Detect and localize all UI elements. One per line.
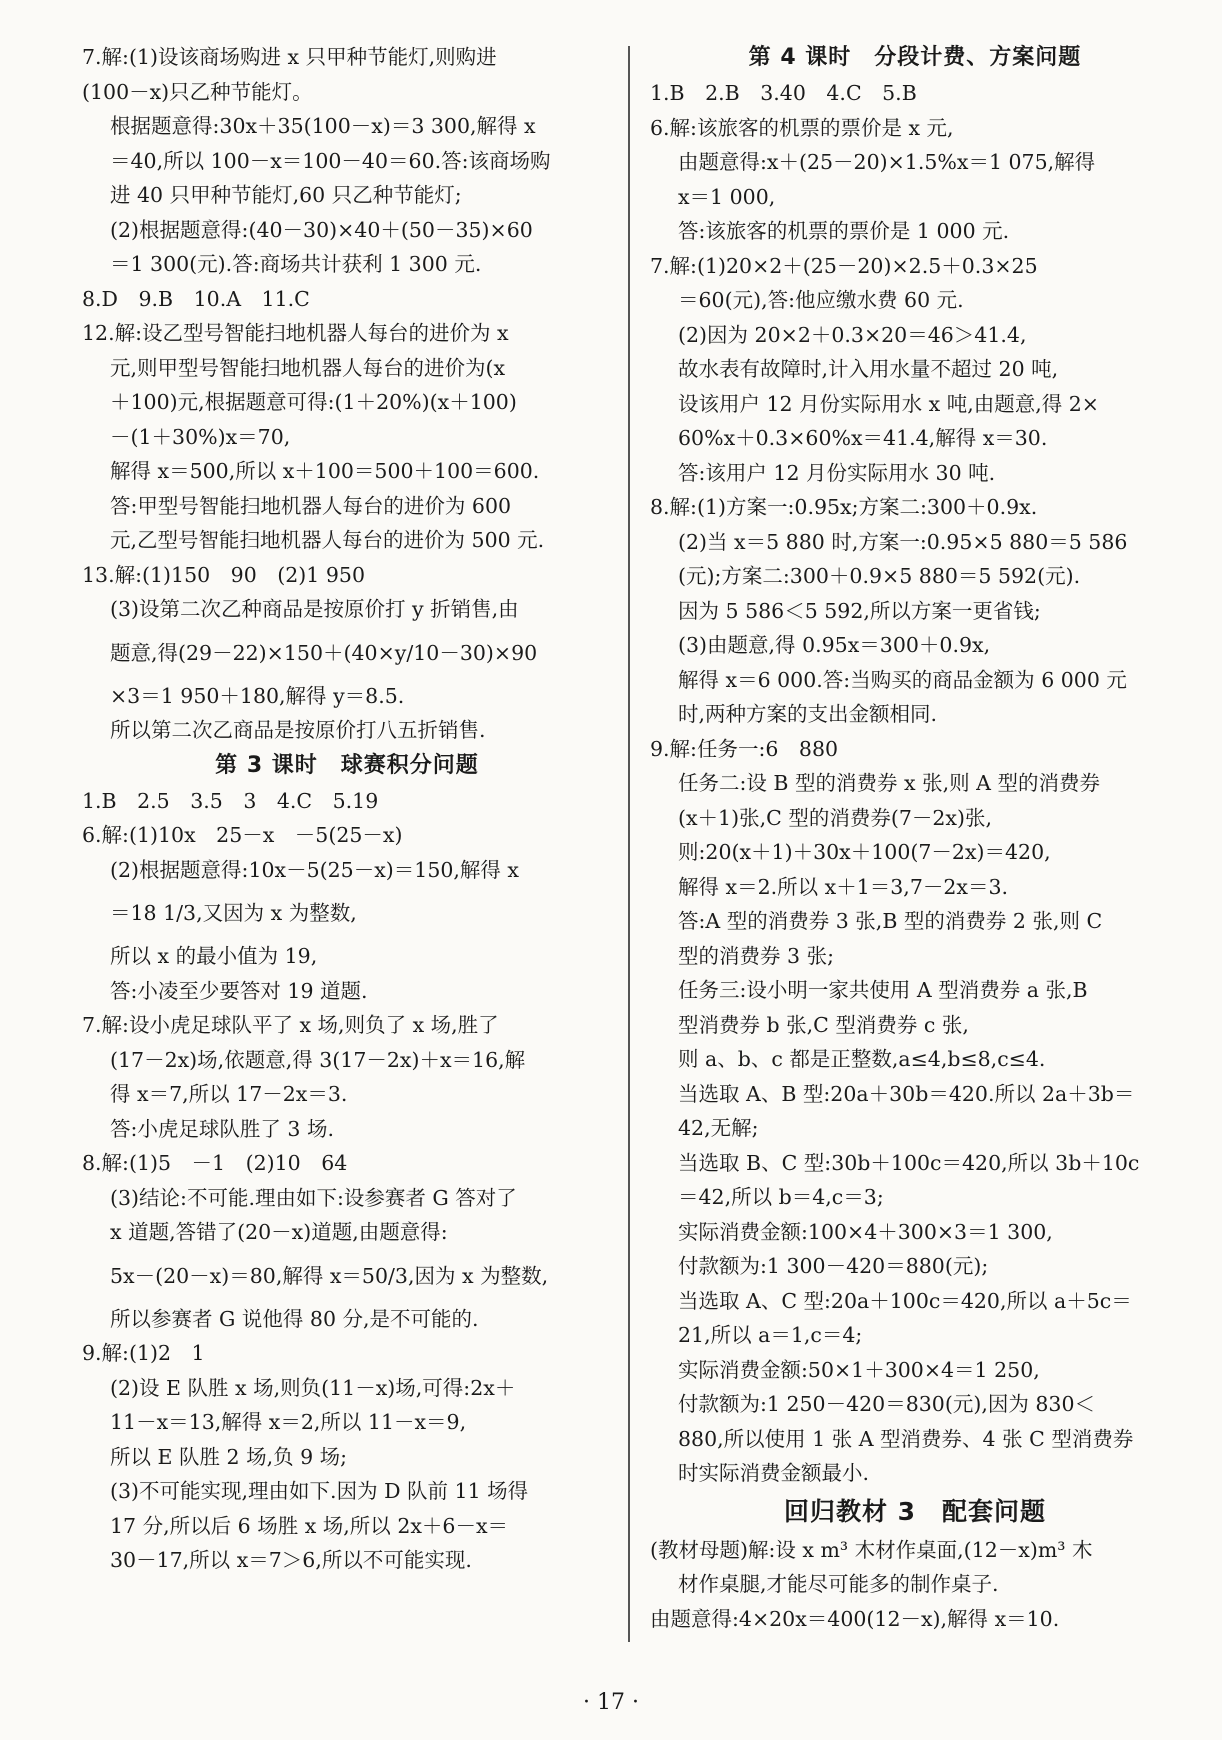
text-line: 型消费券 b 张,C 型消费券 c 张, (678, 1012, 969, 1037)
text-line: x＝1 000, (678, 184, 776, 209)
text-line: 答:该用户 12 月份实际用水 30 吨. (678, 460, 996, 485)
text-line: (教材母题)解:设 x m³ 木材作桌面,(12－x)m³ 木 (650, 1537, 1093, 1562)
text-line: 付款额为:1 250－420＝830(元),因为 830＜ (678, 1392, 1096, 1416)
text-line: (100－x)只乙种节能灯。 (82, 79, 313, 104)
text-line: (2)因为 20×2＋0.3×20＝46＞41.4, (678, 322, 1027, 347)
text-line: (2)当 x＝5 880 时,方案一:0.95×5 880＝5 586 (678, 529, 1128, 554)
text-line: 9.解:任务一:6 880 (650, 736, 839, 761)
text-line: 当选取 A、C 型:20a＋100c＝420,所以 a＋5c＝ (678, 1288, 1132, 1313)
text-line: (元);方案二:300＋0.9×5 880＝5 592(元). (678, 564, 1081, 588)
text-line: 21,所以 a＝1,c＝4; (678, 1323, 863, 1347)
text-line: 7.解:设小虎足球队平了 x 场,则负了 x 场,胜了 (82, 1013, 499, 1037)
text-line: 故水表有故障时,计入用水量不超过 20 吨, (678, 357, 1059, 381)
text-line: 所以 x 的最小值为 19, (110, 944, 318, 968)
text-line: 时实际消费金额最小. (678, 1461, 870, 1485)
text-line: 材作桌腿,才能尽可能多的制作桌子. (678, 1572, 999, 1596)
text-line: 由题意得:x＋(25－20)×1.5%x＝1 075,解得 (678, 150, 1096, 174)
text-line: 实际消费金额:100×4＋300×3＝1 300, (678, 1219, 1053, 1244)
text-line: 进 40 只甲种节能灯,60 只乙种节能灯; (110, 183, 462, 207)
text-line: ＝40,所以 100－x＝100－40＝60.答:该商场购 (110, 148, 551, 173)
text-line: 所以第二次乙商品是按原价打八五折销售. (110, 718, 486, 742)
text-line: 时,两种方案的支出金额相同. (678, 702, 938, 726)
text-line: 元,则甲型号智能扫地机器人每台的进价为(x (110, 355, 506, 380)
text-line: 答:小凌至少要答对 19 道题. (110, 978, 368, 1003)
right-column (650, 40, 1180, 1636)
text-line: ×3＝1 950＋180,解得 y＝8.5. (110, 683, 405, 708)
text-line: 当选取 A、B 型:20a＋30b＝420.所以 2a＋3b＝ (678, 1081, 1135, 1106)
text-line: ＝60(元),答:他应缴水费 60 元. (678, 288, 964, 312)
text-line: 答:A 型的消费券 3 张,B 型的消费券 2 张,则 C (678, 909, 1103, 933)
text-line: 8.D 9.B 10.A 11.C (82, 286, 310, 311)
text-line: 由题意得:4×20x＝400(12－x),解得 x＝10. (650, 1606, 1060, 1631)
text-line: 11－x＝13,解得 x＝2,所以 11－x＝9, (110, 1410, 467, 1434)
text-line: 则 a、b、c 都是正整数,a≤4,b≤8,c≤4. (678, 1047, 1046, 1071)
text-line: 根据题意得:30x＋35(100－x)＝3 300,解得 x (110, 114, 536, 138)
text-line: (3)由题意,得 0.95x＝300＋0.9x, (678, 633, 991, 657)
text-line: 解得 x＝6 000.答:当购买的商品金额为 6 000 元 (678, 667, 1127, 692)
text-line: 6.解:该旅客的机票的票价是 x 元, (650, 115, 954, 140)
text-line: 付款额为:1 300－420＝880(元); (678, 1254, 989, 1278)
text-line: (3)不可能实现,理由如下.因为 D 队前 11 场得 (110, 1479, 529, 1503)
text-line: (x＋1)张,C 型的消费券(7－2x)张, (678, 805, 992, 830)
text-line: 7.解:(1)设该商场购进 x 只甲种节能灯,则购进 (82, 45, 497, 69)
text-line: 答:小虎足球队胜了 3 场. (110, 1116, 334, 1141)
text-line: 所以参赛者 G 说他得 80 分,是不可能的. (110, 1306, 479, 1331)
text-line: ＋100)元,根据题意可得:(1＋20%)(x＋100) (110, 390, 517, 414)
page-number: · 17 · (583, 1690, 639, 1715)
text-line: (17－2x)场,依题意,得 3(17－2x)＋x＝16,解 (110, 1047, 526, 1072)
text-line: 30－17,所以 x＝7＞6,所以不可能实现. (110, 1548, 472, 1572)
text-line: 解得 x＝500,所以 x＋100＝500＋100＝600. (110, 459, 540, 483)
text-line: (3)设第二次乙种商品是按原价打 y 折销售,由 (110, 597, 519, 621)
text-line: 则:20(x＋1)＋30x＋100(7－2x)＝420, (678, 840, 1051, 864)
text-line: 得 x＝7,所以 17－2x＝3. (110, 1082, 348, 1106)
text-line: 17 分,所以后 6 场胜 x 场,所以 2x＋6－x＝ (110, 1513, 509, 1538)
section-heading: 第 4 课时 分段计费、方案问题 (748, 45, 1082, 70)
text-line: ＝1 300(元).答:商场共计获利 1 300 元. (110, 252, 482, 276)
text-line: (2)设 E 队胜 x 场,则负(11－x)场,可得:2x＋ (110, 1375, 516, 1400)
text-line: 1.B 2.B 3.40 4.C 5.B (650, 81, 917, 105)
text-line: 实际消费金额:50×1＋300×4＝1 250, (678, 1357, 1040, 1382)
text-line: 42,无解; (678, 1116, 759, 1140)
text-line: 设该用户 12 月份实际用水 x 吨,由题意,得 2× (678, 391, 1099, 416)
section-heading: 第 3 课时 球赛积分问题 (215, 752, 479, 778)
section-heading: 回归教材 3 配套问题 (783, 1496, 1047, 1526)
text-line: 6.解:(1)10x 25－x －5(25－x) (82, 823, 403, 847)
text-line: ＝42,所以 b＝4,c＝3; (678, 1185, 884, 1209)
text-line: 因为 5 586＜5 592,所以方案一更省钱; (678, 598, 1041, 623)
text-line: 元,乙型号智能扫地机器人每台的进价为 500 元. (110, 528, 545, 552)
text-line: 型的消费券 3 张; (678, 943, 834, 968)
text-line: 5x－(20－x)＝80,解得 x＝50/3,因为 x 为整数, (110, 1263, 549, 1288)
text-line: ＝18 1/3,又因为 x 为整数, (110, 901, 357, 925)
text-line: (3)结论:不可能.理由如下:设参赛者 G 答对了 (110, 1185, 517, 1210)
text-line: 12.解:设乙型号智能扫地机器人每台的进价为 x (82, 321, 509, 345)
text-line: x 道题,答错了(20－x)道题,由题意得: (110, 1220, 448, 1244)
text-line: 13.解:(1)150 90 (2)1 950 (82, 562, 365, 587)
column-divider (628, 46, 630, 1642)
text-line: 当选取 B、C 型:30b＋100c＝420,所以 3b＋10c (678, 1150, 1140, 1175)
text-line: (2)根据题意得:(40－30)×40＋(50－35)×60 (110, 217, 533, 242)
text-line: 所以 E 队胜 2 场,负 9 场; (110, 1444, 348, 1469)
text-line: 1.B 2.5 3.5 3 4.C 5.19 (82, 788, 379, 813)
left-column (82, 40, 612, 1578)
text-line: 任务三:设小明一家共使用 A 型消费券 a 张,B (678, 978, 1088, 1002)
text-line: 8.解:(1)方案一:0.95x;方案二:300＋0.9x. (650, 495, 1038, 519)
text-line: 9.解:(1)2 1 (82, 1341, 205, 1365)
text-line: 8.解:(1)5 －1 (2)10 64 (82, 1151, 348, 1175)
text-line: 60%x＋0.3×60%x＝41.4,解得 x＝30. (678, 426, 1048, 450)
text-line: 880,所以使用 1 张 A 型消费券、4 张 C 型消费券 (678, 1426, 1134, 1451)
text-line: 答:甲型号智能扫地机器人每台的进价为 600 (110, 493, 512, 518)
text-line: －(1＋30%)x＝70, (110, 424, 291, 449)
text-line: 7.解:(1)20×2＋(25－20)×2.5＋0.3×25 (650, 253, 1038, 278)
text-line: (2)根据题意得:10x－5(25－x)＝150,解得 x (110, 857, 519, 882)
text-line: 解得 x＝2.所以 x＋1＝3,7－2x＝3. (678, 874, 1009, 899)
text-line: 题意,得(29－22)×150＋(40×y/10－30)×90 (110, 640, 538, 665)
text-line: 任务二:设 B 型的消费券 x 张,则 A 型的消费券 (678, 771, 1100, 795)
text-line: 答:该旅客的机票的票价是 1 000 元. (678, 219, 1010, 243)
